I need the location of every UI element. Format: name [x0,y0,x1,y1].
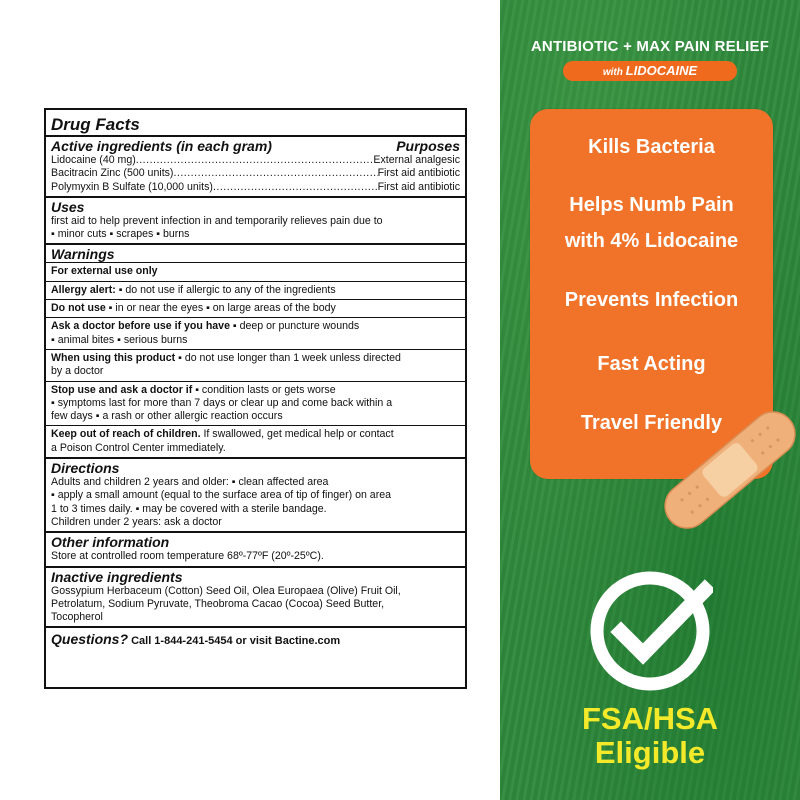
benefit-lidocaine: with 4% Lidocaine [564,230,739,252]
warning-text: ▪ symptoms last for more than 7 days or clear up and come back within a [51,396,393,409]
warning-label: For external use only [51,265,158,278]
warning-text: by a doctor [51,365,104,378]
warning-text: ▪ deep or puncture wounds [229,320,360,333]
warning-external [51,263,460,280]
ingredient-list [51,154,460,196]
promo-headline: ANTIBIOTIC + MAX PAIN RELIEF [530,38,770,55]
warning-label: Do not use [51,302,106,315]
other-information-text: Store at controlled room temperature 68º-77ºF (20º-25ºC). [51,550,324,563]
pill-lidocaine-text: LIDOCAINE [625,63,698,78]
warning-text: If swallowed, get medical help or contact [200,428,394,441]
other-information-heading: Other information [51,534,170,551]
ingredient-purpose: First aid antibiotic [377,180,460,193]
ingredient-name: Lidocaine (40 mg) [51,154,136,166]
benefit-travel-friendly: Travel Friendly [580,412,723,434]
warning-ask-doctor [51,318,460,349]
other-information-section [51,550,460,565]
warning-label: Allergy alert: [51,283,116,296]
ingredient-name: Bacitracin Zinc (500 units) [51,167,174,180]
directions-text: Children under 2 years: ask a doctor [51,515,222,528]
inactive-ingredients-section [51,585,460,627]
warning-when-using [51,350,460,381]
directions-text: 1 to 3 times daily. ▪ may be covered with a sterile bandage. [51,502,327,515]
warning-text: ▪ in or near the eyes ▪ on large areas of the body [105,302,336,315]
directions-text: ▪ apply a small amount (equal to the surface area of tip of finger) on area [51,489,392,502]
benefit-prevents-infection: Prevents Infection [564,289,739,311]
uses-text: first aid to help prevent infection in and temporarily relieves pain due to [51,214,383,227]
inactive-ingredients-text: Petrolatum, Sodium Pyruvate, Theobroma Cacao (Cocoa) Seed Butter, [51,597,385,610]
warning-do-not-use [51,300,460,317]
inactive-ingredients-heading: Inactive ingredients [51,568,183,585]
warning-text: few days ▪ a rash or other allergic reaction occurs [51,410,283,423]
benefit-numb-pain: Helps Numb Pain [569,194,734,216]
lidocaine-pill [563,61,737,81]
warning-text: ▪ do not use if allergic to any of the ingredients [115,283,336,296]
drug-facts-panel [44,108,467,689]
uses-heading: Uses [51,198,85,215]
purposes-heading: Purposes [396,138,460,154]
questions-heading: Questions? [51,631,129,648]
uses-section [51,215,460,244]
inactive-ingredients-text: Tocopherol [51,611,103,624]
benefit-kills-bacteria: Kills Bacteria [588,136,715,158]
fsa-line: FSA/HSA [581,701,719,736]
bandage-icon [660,400,800,540]
checkmark-circle-icon [587,568,713,694]
ingredient-name: Polymyxin B Sulfate (10,000 units) [51,180,213,193]
warning-label: When using this product [51,351,176,364]
inactive-ingredients-text: Gossypium Herbaceum (Cotton) Seed Oil, Olea Europaea (Olive) Fruit Oil, [51,584,401,597]
warning-text: a Poison Control Center immediately. [51,441,226,454]
drug-facts-title: Drug Facts [51,115,140,134]
pill-with-text: with [602,67,626,78]
directions-heading: Directions [51,460,120,477]
fsa-hsa-eligible [500,702,800,770]
warning-label: Stop use and ask a doctor if [51,383,193,396]
warning-text: ▪ animal bites ▪ serious burns [51,333,188,346]
directions-section [51,476,460,531]
questions-line [51,628,460,652]
active-ingredients-header [51,137,460,154]
ingredient-row [51,167,460,180]
ingredient-row [51,181,460,194]
ingredient-purpose: External analgesic [373,154,460,166]
benefit-fast-acting: Fast Acting [597,353,706,375]
warning-keep-out [51,426,460,457]
ingredient-row [51,154,460,167]
warning-stop-use [51,382,460,426]
questions-contact: Call 1-844-241-5454 or visit Bactine.com [128,635,341,648]
active-ingredients-heading: Active ingredients (in each gram) [51,138,272,154]
warning-text: ▪ do not use longer than 1 week unless directed [175,351,401,364]
warning-text: ▪ condition lasts or gets worse [192,383,336,396]
warning-allergy [51,282,460,299]
eligible-line: Eligible [594,735,706,770]
warning-label: Ask a doctor before use if you have [51,320,230,333]
uses-text: ▪ minor cuts ▪ scrapes ▪ burns [51,228,190,241]
warning-label: Keep out of reach of children. [51,428,201,441]
directions-text: Adults and children 2 years and older: ▪ clean affected area [51,476,329,489]
ingredient-purpose: First aid antibiotic [377,167,460,180]
warnings-heading: Warnings [51,246,115,263]
